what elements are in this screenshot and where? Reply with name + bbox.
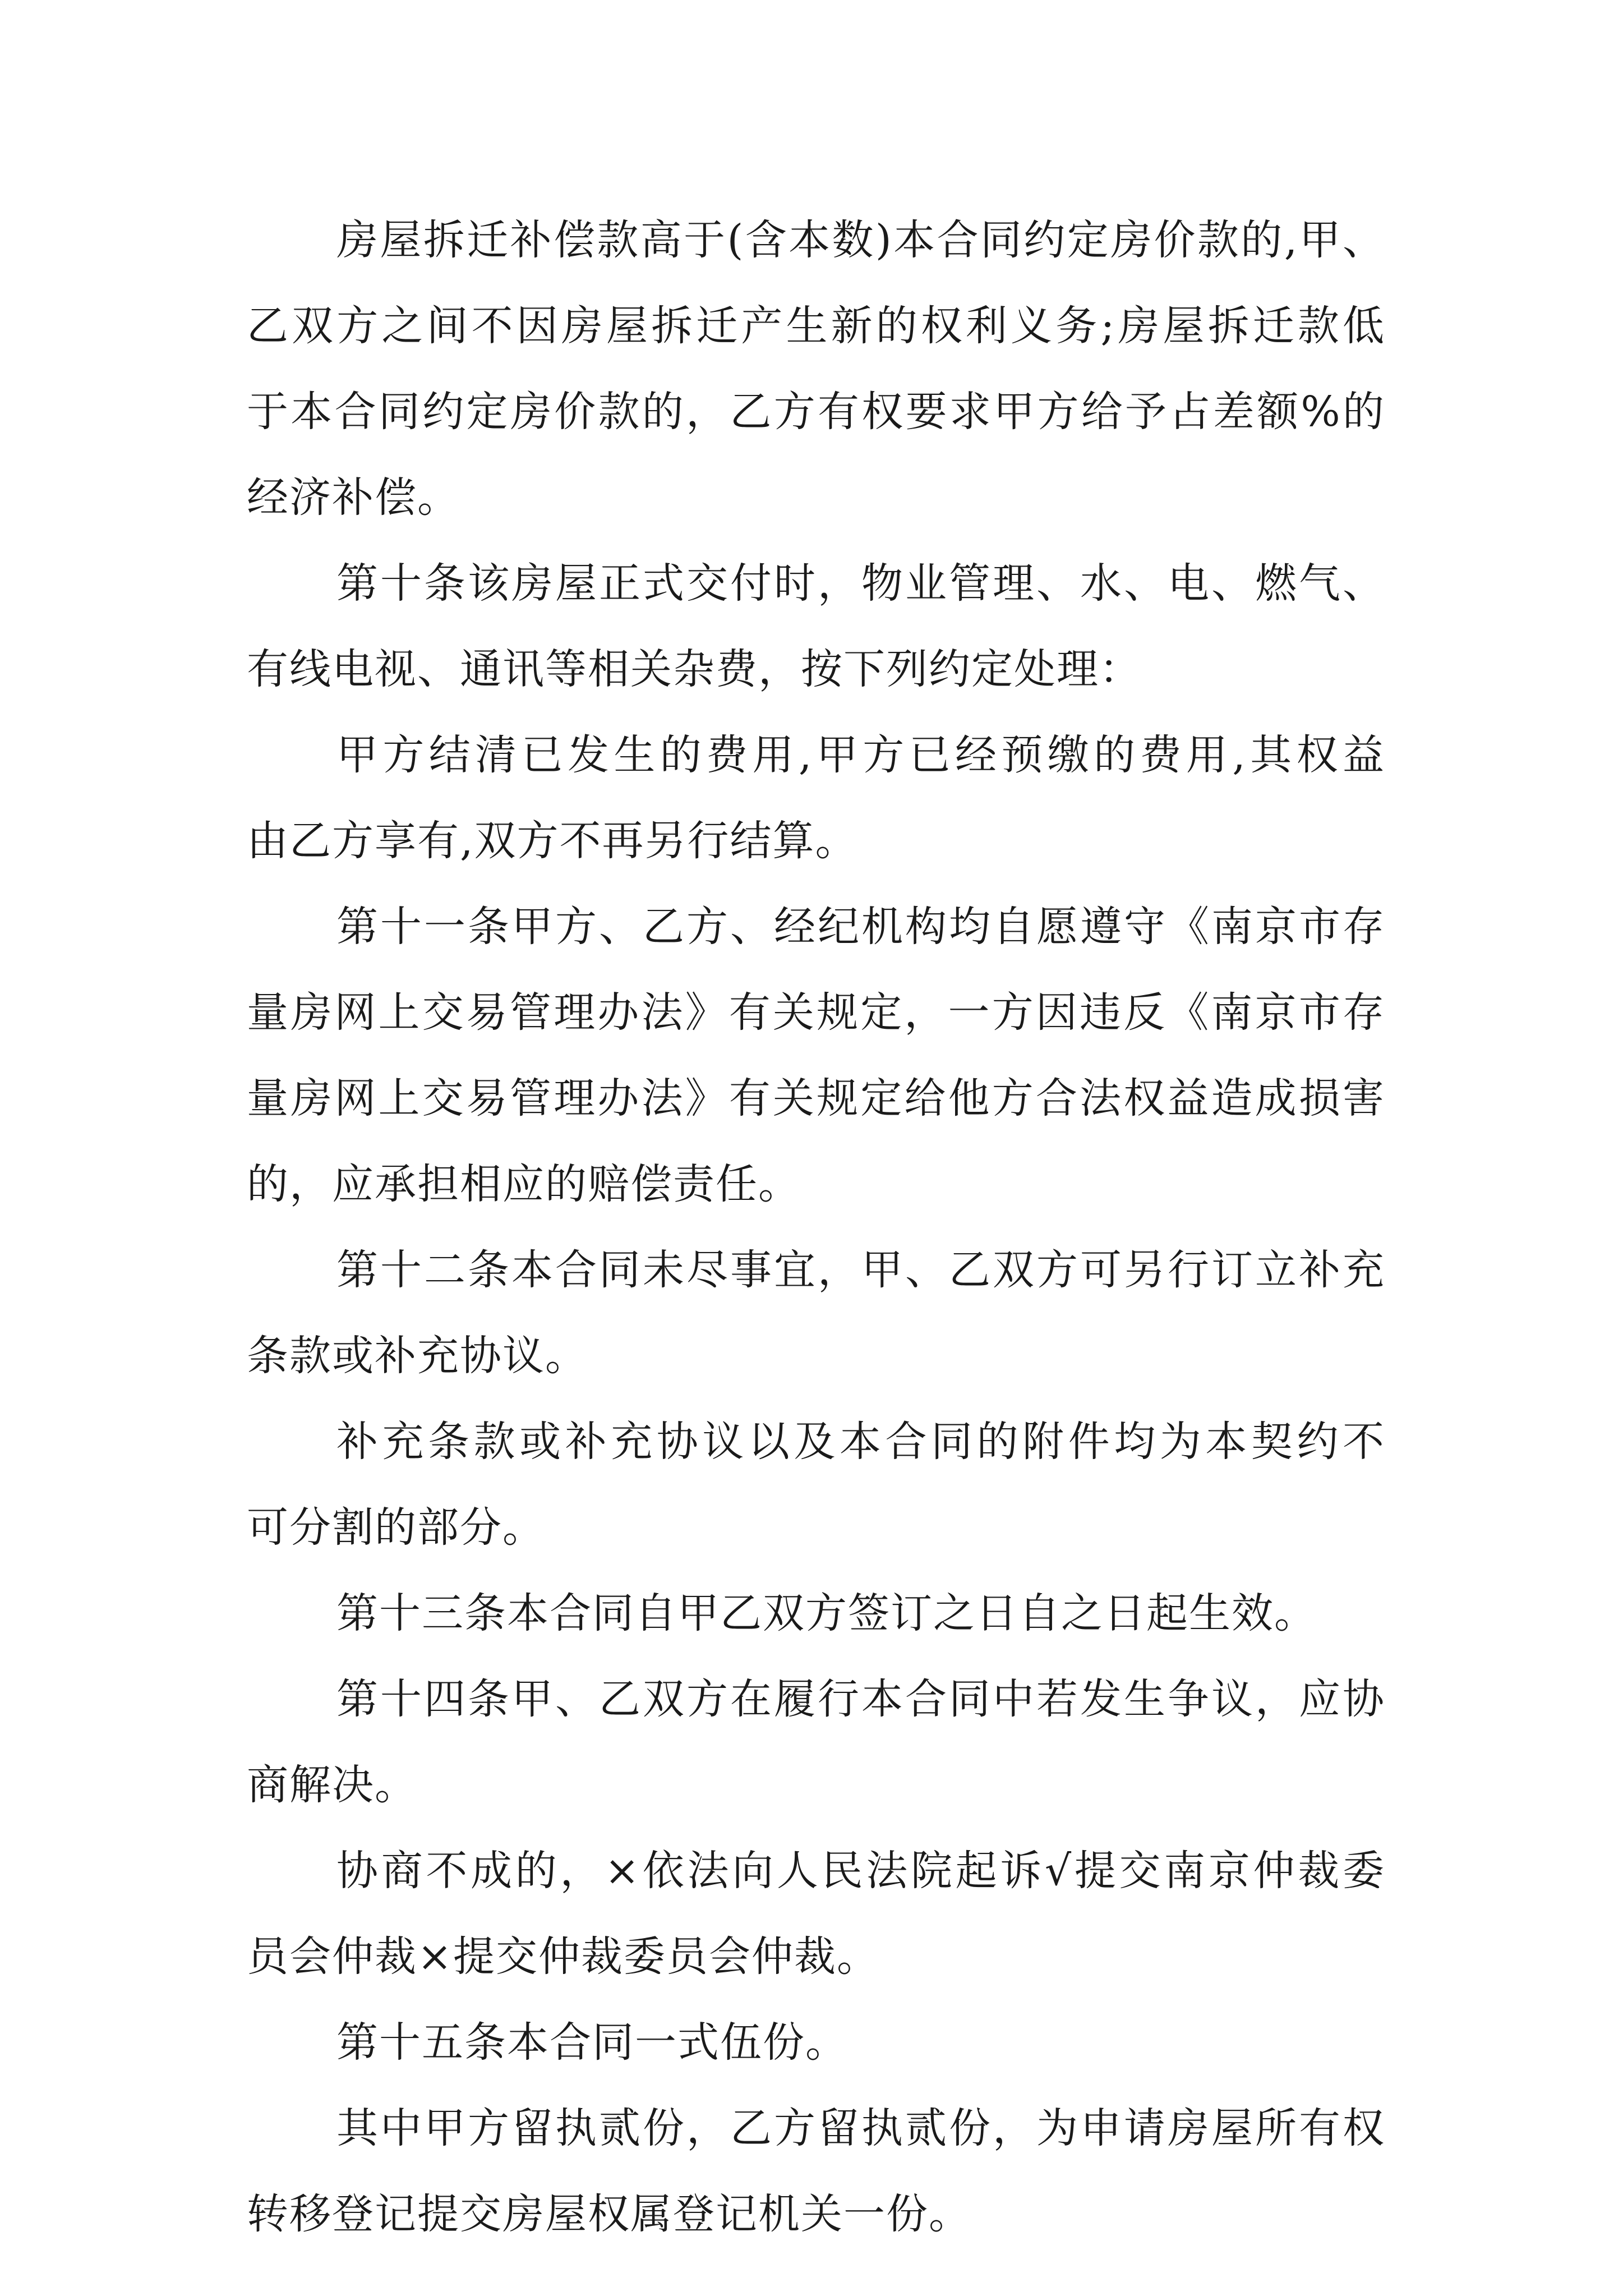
text-line: 量房网上交易管理办法》有关规定给他方合法权益造成损害 [247, 1074, 1385, 1122]
text-line: 第十五条本合同一式伍份。 [336, 2018, 848, 2067]
text-line: 第十三条本合同自甲乙双方签订之日自之日起生效。 [336, 1589, 1317, 1637]
text-line: 有线电视、通讯等相关杂费，按下列约定处理： [247, 645, 1142, 693]
contract-body [247, 197, 1385, 2257]
text-line: 条款或补充协议。 [247, 1332, 588, 1380]
text-line: 房屋拆迁补偿款高于(含本数)本合同约定房价款的,甲、 [336, 216, 1385, 264]
text-line: 甲方结清已发生的费用,甲方已经预缴的费用,其权益 [336, 731, 1385, 779]
text-line: 转移登记提交房屋权属登记机关一份。 [247, 2190, 971, 2238]
text-line: 第十四条甲、乙双方在履行本合同中若发生争议，应协 [336, 1675, 1385, 1723]
text-line: 商解决。 [247, 1761, 417, 1809]
text-line: 乙双方之间不因房屋拆迁产生新的权利义务;房屋拆迁款低 [247, 302, 1385, 350]
text-line: 于本合同约定房价款的，乙方有权要求甲方给予占差额%的 [247, 388, 1385, 436]
text-line: 第十条该房屋正式交付时，物业管理、水、电、燃气、 [336, 559, 1385, 608]
text-line: 员会仲裁×提交仲裁委员会仲裁。 [247, 1932, 880, 1981]
text-line: 补充条款或补充协议以及本合同的附件均为本契约不 [336, 1418, 1385, 1466]
text-line: 第十一条甲方、乙方、经纪机构均自愿遵守《南京市存 [336, 903, 1385, 951]
text-line: 的，应承担相应的赔偿责任。 [247, 1160, 801, 1208]
text-line: 由乙方享有,双方不再另行结算。 [247, 817, 858, 865]
text-line: 其中甲方留执贰份，乙方留执贰份，为申请房屋所有权 [336, 2104, 1385, 2152]
text-line: 量房网上交易管理办法》有关规定，一方因违反《南京市存 [247, 988, 1385, 1037]
text-line: 协商不成的，×依法向人民法院起诉√提交南京仲裁委 [336, 1847, 1385, 1895]
text-line: 第十二条本合同未尽事宜，甲、乙双方可另行订立补充 [336, 1246, 1385, 1294]
text-line: 经济补偿。 [247, 473, 460, 522]
text-line: 可分割的部分。 [247, 1503, 545, 1552]
